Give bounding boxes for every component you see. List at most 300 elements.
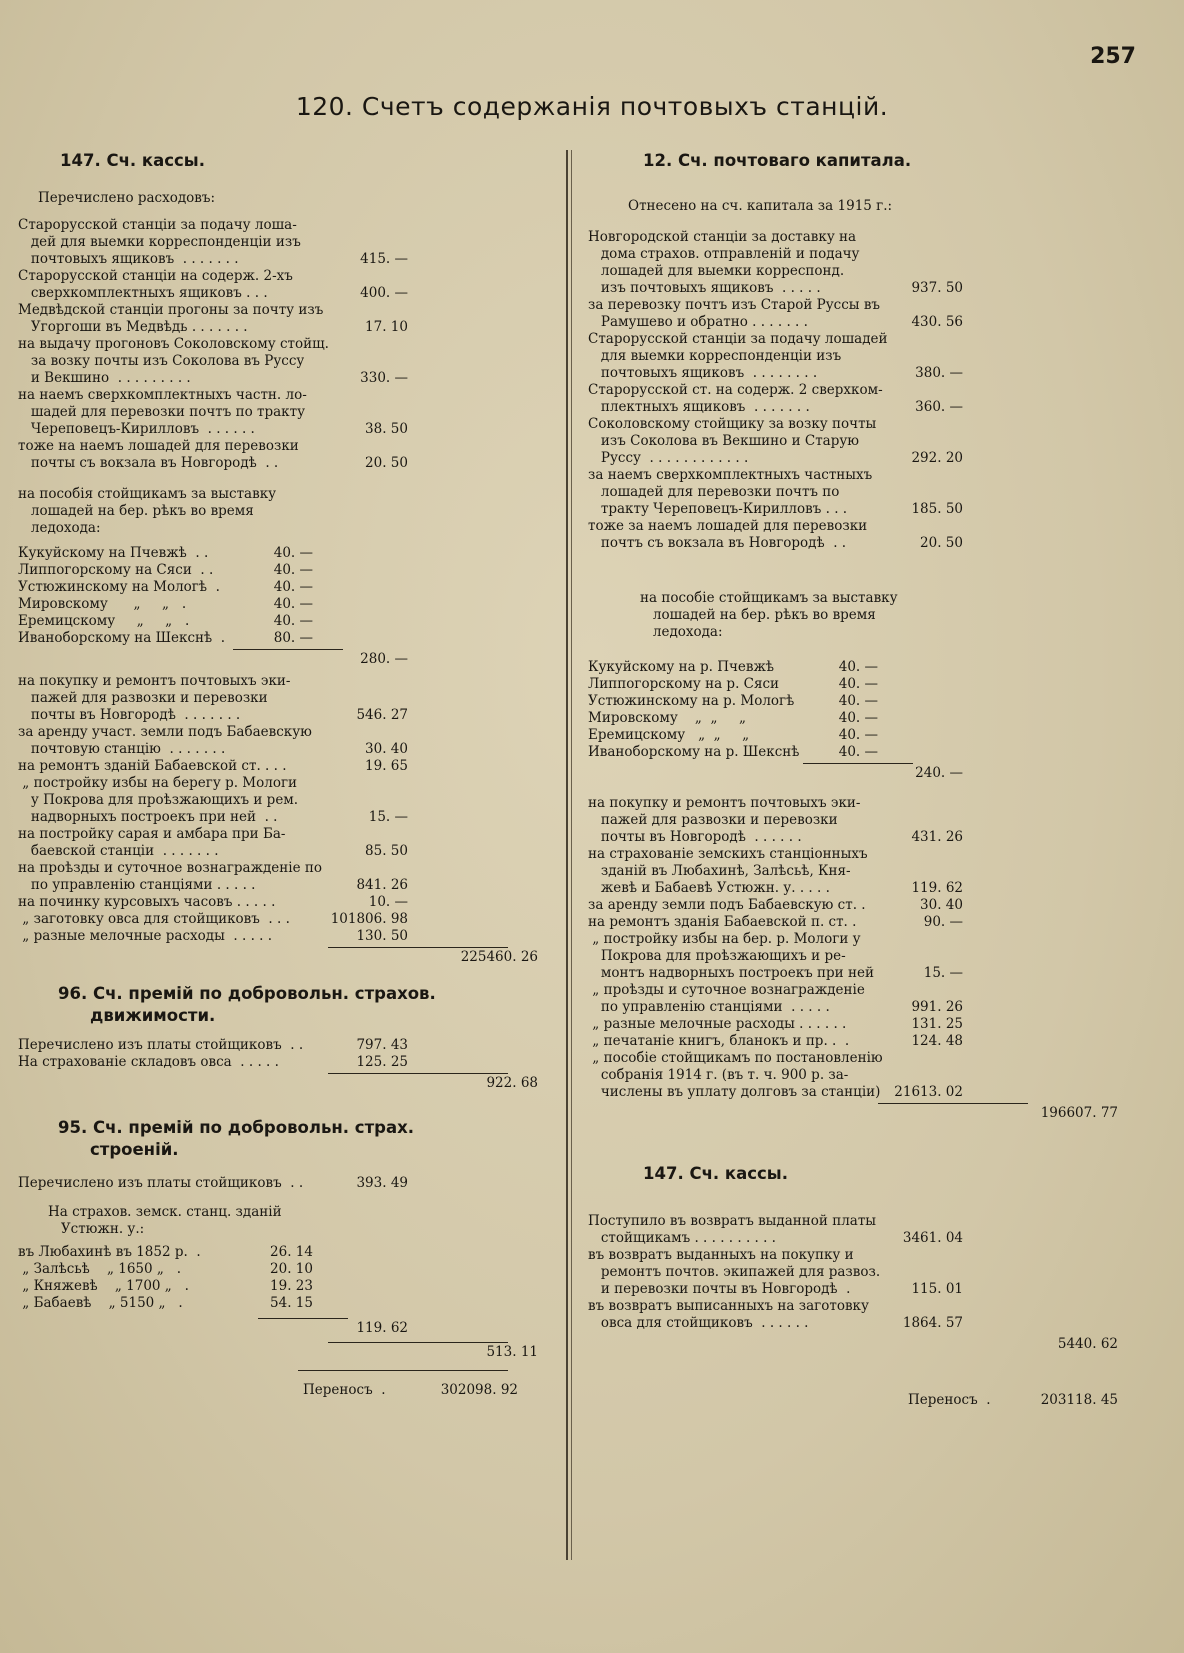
ledger-row-text: сверхкомплектныхъ ящиковъ . . . (18, 285, 268, 301)
ledger-row-amount: 937. 50 (911, 280, 963, 296)
section-total-rule (328, 1342, 508, 1343)
ledger-row (18, 353, 558, 370)
ledger-row (588, 948, 1168, 965)
sub-row-amount: 40. — (838, 710, 878, 726)
ledger-row (18, 860, 558, 877)
sub-row (18, 1295, 558, 1312)
ledger-row (588, 1016, 1168, 1033)
ledger-row (18, 758, 558, 775)
ledger-row (18, 1037, 558, 1054)
ledger-row (588, 1050, 1168, 1067)
spacer (588, 1354, 1168, 1392)
sub-row-text: „ Бабаевѣ „ 5150 „ . (18, 1295, 183, 1311)
ledger-note: ледохода: (18, 520, 101, 536)
sub-row-text: „ Залѣсьѣ „ 1650 „ . (18, 1261, 182, 1277)
ledger-row (588, 1033, 1168, 1050)
ledger-row (588, 914, 1168, 931)
section-total-wrap (18, 1071, 558, 1093)
ledger-row (588, 518, 1168, 535)
section-total-wrap (588, 1101, 1168, 1123)
ledger-row (588, 863, 1168, 880)
ledger-row-text: Рамушево и обратно . . . . . . . (588, 314, 808, 330)
ledger-row (18, 690, 558, 707)
column-divider (566, 150, 568, 1560)
ledger-note: Устюжн. у.: (48, 1221, 145, 1237)
section-heading: строеній. (90, 1140, 179, 1159)
spacer (18, 537, 558, 545)
sub-row-amount: 40. — (838, 693, 878, 709)
sub-row-amount: 80. — (273, 630, 313, 646)
ledger-row-amount: 125. 25 (356, 1054, 408, 1070)
ledger-row-text: числены въ уплату долговъ за станціи) (588, 1084, 881, 1100)
ledger-row-text: собранія 1914 г. (въ т. ч. 900 р. за- (588, 1067, 849, 1083)
ledger-row-amount: 330. — (360, 370, 408, 386)
ledger-row (588, 467, 1168, 484)
ledger-row-amount: 101806. 98 (330, 911, 408, 927)
spacer (18, 207, 558, 217)
sub-row (18, 1278, 558, 1295)
sub-row-amount: 54. 15 (270, 1295, 313, 1311)
ledger-row-amount: 10. — (368, 894, 408, 910)
ledger-row-text: для выемки корреспонденціи изъ (588, 348, 842, 364)
ledger-row-text: и Векшино . . . . . . . . . (18, 370, 191, 386)
ledger-row-text: изъ почтовыхъ ящиковъ . . . . . (588, 280, 821, 296)
page-title: 120. Счетъ содержанія почтовыхъ станцій. (295, 92, 889, 121)
ledger-row (588, 416, 1168, 433)
ledger-row-amount: 185. 50 (911, 501, 963, 517)
sub-row-text: Липпогорскому на Сяси . . (18, 562, 214, 578)
ledger-row (588, 1213, 1168, 1230)
left-column (18, 150, 558, 1400)
spacer (18, 1161, 558, 1175)
ledger-row-text: почтовыхъ ящиковъ . . . . . . . . (588, 365, 818, 381)
ledger-row-text: по управленію станціями . . . . . (18, 877, 256, 893)
section-heading-postal-capital: 12. Сч. почтоваго капитала. (643, 151, 912, 170)
ledger-row-text: на наемъ сверхкомплектныхъ частн. ло- (18, 387, 307, 403)
sub-row-text: „ Княжевѣ „ 1700 „ . (18, 1278, 189, 1294)
spacer (18, 1362, 558, 1370)
ledger-row-amount: 20. 50 (365, 455, 408, 471)
ledger-row (588, 331, 1168, 348)
sub-row (18, 596, 558, 613)
spacer (588, 552, 1168, 590)
ledger-row (18, 336, 558, 353)
section-total-rule (328, 947, 508, 948)
ledger-row-text: Старорусской станціи за подачу лоша- (18, 217, 297, 233)
carry-rule (298, 1370, 508, 1371)
ledger-row-amount: 17. 10 (365, 319, 408, 335)
sub-row-text: Устюжинскому на р. Мологѣ (588, 693, 795, 709)
ledger-row (588, 348, 1168, 365)
ledger-row (588, 999, 1168, 1016)
ledger-row-text: плектныхъ ящиковъ . . . . . . . (588, 399, 810, 415)
ledger-row-text: за аренду участ. земли подъ Бабаевскую (18, 724, 312, 740)
ledger-row-amount: 30. 40 (365, 741, 408, 757)
sub-total-rule (803, 763, 913, 764)
ledger-note: лошадей на бер. рѣкъ во время (18, 503, 254, 519)
section-total-wrap (588, 1332, 1168, 1354)
ledger-row (588, 314, 1168, 331)
ledger-row-text: почты съ вокзала въ Новгородѣ . . (18, 455, 279, 471)
ledger-row (588, 280, 1168, 297)
ledger-row-text: „ постройку избы на бер. р. Мологи у (588, 931, 861, 947)
ledger-row-text: Соколовскому стойщику за возку почты (588, 416, 877, 432)
ledger-row-text: на починку курсовыхъ часовъ . . . . . (18, 894, 276, 910)
spacer (588, 1185, 1168, 1213)
ledger-note: на пособія стойщикамъ за выставку (18, 486, 277, 502)
ledger-row-amount: 415. — (360, 251, 408, 267)
ledger-row (588, 450, 1168, 467)
ledger-row-amount: 431. 26 (911, 829, 963, 845)
section-heading-cash: 147. Сч. кассы. (643, 1164, 788, 1183)
ledger-row-amount: 292. 20 (911, 450, 963, 466)
ledger-row (588, 399, 1168, 416)
carry-wrap (588, 1392, 1168, 1422)
sub-row (588, 676, 1168, 693)
sub-row (588, 693, 1168, 710)
sub-row-text: Кукуйскому на р. Пчевжѣ (588, 659, 775, 675)
sub-total-wrap (18, 1316, 558, 1338)
ledger-row-text: на постройку сарая и амбара при Ба- (18, 826, 286, 842)
ledger-row-text: въ возвратъ выданныхъ на покупку и (588, 1247, 854, 1263)
ledger-row-text: почты въ Новгородѣ . . . . . . . (18, 707, 241, 723)
ledger-row-text: за наемъ сверхкомплектныхъ частныхъ (588, 467, 873, 483)
ledger-row-text: на ремонтъ зданія Бабаевской п. ст. . (588, 914, 857, 930)
ledger-row-text: за возку почты изъ Соколова въ Руссу (18, 353, 305, 369)
sub-row (18, 630, 558, 647)
ledger-row (18, 421, 558, 438)
ledger-row-text: лошадей для выемки корреспонд. (588, 263, 845, 279)
ledger-row (18, 792, 558, 809)
ledger-row-text: Старорусской станціи на содерж. 2-хъ (18, 268, 293, 284)
sub-total-wrap (18, 647, 558, 669)
ledger-row-text: у Покрова для проѣзжающихъ и рем. (18, 792, 299, 808)
section-heading: 95. Сч. премій по добровольн. страх. (58, 1118, 414, 1137)
ledger-row-amount: 797. 43 (356, 1037, 408, 1053)
ledger-row-text: зданій въ Любахинѣ, Залѣсьѣ, Кня- (588, 863, 851, 879)
ledger-row (18, 251, 558, 268)
ledger-row-amount: 1864. 57 (902, 1315, 963, 1331)
ledger-row-text: ремонтъ почтов. экипажей для развоз. (588, 1264, 881, 1280)
spacer (588, 1123, 1168, 1163)
ledger-row-text: изъ Соколова въ Векшино и Старую (588, 433, 860, 449)
ledger-row-text: стойщикамъ . . . . . . . . . . (588, 1230, 776, 1246)
ledger-row (588, 982, 1168, 999)
ledger-row-text: Покрова для проѣзжающихъ и ре- (588, 948, 846, 964)
sub-row-amount: 19. 23 (270, 1278, 313, 1294)
ledger-row-text: за перевозку почтъ изъ Старой Руссы въ (588, 297, 881, 313)
sub-row-text: Мировскому „ „ „ (588, 710, 746, 726)
sub-row-text: въ Любахинѣ въ 1852 р. . (18, 1244, 201, 1260)
ledger-row (588, 1230, 1168, 1247)
ledger-note: ледохода: (640, 624, 723, 640)
ledger-row (18, 302, 558, 319)
ledger-row-text: и перевозки почты въ Новгородѣ . (588, 1281, 851, 1297)
ledger-row-text: „ постройку избы на берегу р. Мологи (18, 775, 298, 791)
sub-row-amount: 20. 10 (270, 1261, 313, 1277)
ledger-row (588, 931, 1168, 948)
ledger-row-text: въ возвратъ выписанныхъ на заготовку (588, 1298, 869, 1314)
section-subheading: Перечислено расходовъ: (38, 190, 216, 206)
section-total: 225460. 26 (460, 949, 538, 965)
ledger-row (18, 285, 558, 302)
ledger-row (588, 501, 1168, 518)
ledger-row-text: баевской станціи . . . . . . . (18, 843, 219, 859)
ledger-row-text: овса для стойщиковъ . . . . . . (588, 1315, 809, 1331)
section-total-wrap (18, 945, 558, 967)
ledger-row (18, 843, 558, 860)
ledger-row (18, 1054, 558, 1071)
ledger-row (18, 217, 558, 234)
ledger-row (588, 1067, 1168, 1084)
ledger-row (18, 387, 558, 404)
spacer (18, 472, 558, 486)
ledger-row-text: пажей для развозки и перевозки (18, 690, 268, 706)
ledger-row-text: Перечислено изъ платы стойщиковъ . . (18, 1175, 304, 1191)
ledger-row-amount: 380. — (915, 365, 963, 381)
sub-total-rule (233, 649, 343, 650)
sub-row-text: Мировскому „ „ . (18, 596, 187, 612)
ledger-row-text: „ разные мелочные расходы . . . . . (18, 928, 273, 944)
ledger-row (588, 1315, 1168, 1332)
section-total: 196607. 77 (1040, 1105, 1118, 1121)
ledger-note: лошадей на бер. рѣкъ во время (640, 607, 876, 623)
ledger-row (18, 404, 558, 421)
ledger-row (588, 535, 1168, 552)
sub-row-amount: 26. 14 (270, 1244, 313, 1260)
section-total: 922. 68 (486, 1075, 538, 1091)
ledger-row-amount: 546. 27 (356, 707, 408, 723)
sub-row (18, 579, 558, 596)
ledger-row (588, 829, 1168, 846)
ledger-row (18, 319, 558, 336)
ledger-row-amount: 38. 50 (365, 421, 408, 437)
ledger-row (588, 484, 1168, 501)
ledger-row-text: Медвѣдской станціи прогоны за почту изъ (18, 302, 324, 318)
carry-value: 203118. 45 (1040, 1392, 1118, 1408)
sub-row (18, 545, 558, 562)
ledger-row-text: на проѣзды и суточное вознагражденіе по (18, 860, 323, 876)
ledger-row-text: Старорусской станціи за подачу лошадей (588, 331, 888, 347)
ledger-row-amount: 15. — (368, 809, 408, 825)
ledger-note: на пособіе стойщикамъ за выставку (640, 590, 898, 606)
carry-label: Переносъ . (908, 1392, 991, 1408)
ledger-row-amount: 131. 25 (911, 1016, 963, 1032)
ledger-row (18, 707, 558, 724)
sub-row (18, 613, 558, 630)
ledger-row-text: почтовую станцію . . . . . . . (18, 741, 226, 757)
ledger-row (18, 877, 558, 894)
ledger-row-text: тоже за наемъ лошадей для перевозки (588, 518, 868, 534)
sub-row-amount: 40. — (273, 545, 313, 561)
spacer (588, 172, 1168, 198)
ledger-row-text: надворныхъ построекъ при ней . . (18, 809, 278, 825)
ledger-row-text: на ремонтъ зданій Бабаевской ст. . . . (18, 758, 287, 774)
ledger-row-text: Перечислено изъ платы стойщиковъ . . (18, 1037, 304, 1053)
ledger-row-amount: 360. — (915, 399, 963, 415)
right-column (588, 150, 1168, 1422)
ledger-row-amount: 21613. 02 (894, 1084, 963, 1100)
section-total-rule (878, 1103, 1028, 1104)
ledger-row (18, 455, 558, 472)
sub-row (18, 562, 558, 579)
ledger-row (588, 795, 1168, 812)
ledger-row (18, 826, 558, 843)
ledger-row (588, 1247, 1168, 1264)
ledger-row (588, 297, 1168, 314)
ledger-row-text: дома страхов. отправленій и подачу (588, 246, 860, 262)
ledger-row-text: Руссу . . . . . . . . . . . . (588, 450, 749, 466)
ledger-row-text: жевѣ и Бабаевѣ Устюжн. у. . . . . (588, 880, 830, 896)
ledger-row-text: на выдачу прогоновъ Соколовскому стойщ. (18, 336, 329, 352)
section-total-rule (328, 1073, 508, 1074)
ledger-row (588, 365, 1168, 382)
ledger-row (18, 775, 558, 792)
ledger-row-text: Поступило въ возвратъ выданной платы (588, 1213, 877, 1229)
sub-row-amount: 40. — (273, 613, 313, 629)
ledger-row-text: „ разные мелочные расходы . . . . . . (588, 1016, 847, 1032)
ledger-row (18, 1175, 558, 1192)
ledger-row (588, 1084, 1168, 1101)
ledger-row-amount: 20. 50 (920, 535, 963, 551)
column-divider-inner (571, 150, 572, 1560)
sub-row-text: Иваноборскому на Шекснѣ . (18, 630, 226, 646)
sub-row-amount: 40. — (838, 676, 878, 692)
spacer (588, 215, 1168, 229)
ledger-row-amount: 119. 62 (911, 880, 963, 896)
ledger-row-text: на страхованіе земскихъ станціонныхъ (588, 846, 868, 862)
ledger-row (18, 894, 558, 911)
ledger-row (18, 234, 558, 251)
ledger-row-text: за аренду земли подъ Бабаевскую ст. . (588, 897, 866, 913)
ledger-row-text: „ проѣзды и суточное вознагражденіе (588, 982, 865, 998)
sub-total-wrap (588, 761, 1168, 783)
ledger-row (588, 846, 1168, 863)
ledger-row-text: Новгородской станціи за доставку на (588, 229, 857, 245)
ledger-row-amount: 115. 01 (911, 1281, 963, 1297)
ledger-row (18, 673, 558, 690)
ledger-row-amount: 400. — (360, 285, 408, 301)
section-heading: 96. Сч. премій по добровольн. страхов. (58, 984, 436, 1003)
ledger-row (588, 229, 1168, 246)
sub-row-text: Устюжинскому на Мологѣ . (18, 579, 220, 595)
carry-value: 302098. 92 (440, 1382, 518, 1398)
sub-row (588, 710, 1168, 727)
section-heading-cash: 147. Сч. кассы. (60, 151, 205, 170)
ledger-row-text: почтовыхъ ящиковъ . . . . . . . (18, 251, 239, 267)
spacer (588, 641, 1168, 659)
ledger-row-text: Старорусской ст. на содерж. 2 сверхком- (588, 382, 883, 398)
sub-row-text: Еремицскому „ „ „ (588, 727, 750, 743)
sub-row (588, 744, 1168, 761)
spacer (588, 783, 1168, 795)
ledger-row-text: дей для выемки корреспонденціи изъ (18, 234, 301, 250)
ledger-row-text: Угоргоши въ Медвѣдь . . . . . . . (18, 319, 248, 335)
ledger-row (588, 812, 1168, 829)
sub-row-text: Липпогорскому на р. Сяси (588, 676, 780, 692)
ledger-row (18, 809, 558, 826)
ledger-row (588, 263, 1168, 280)
sub-row (18, 1244, 558, 1261)
carry-label: Переносъ . (303, 1382, 386, 1398)
ledger-row (588, 433, 1168, 450)
ledger-row (18, 438, 558, 455)
ledger-row-text: лошадей для перевозки почтъ по (588, 484, 840, 500)
sub-row-text: Кукуйскому на Пчевжѣ . . (18, 545, 209, 561)
sub-row (588, 727, 1168, 744)
ledger-row-text: монтъ надворныхъ построекъ при ней (588, 965, 874, 981)
ledger-row-text: на покупку и ремонтъ почтовыхъ эки- (588, 795, 861, 811)
sub-total: 240. — (915, 765, 963, 781)
ledger-row-text: Череповецъ-Кирилловъ . . . . . . (18, 421, 255, 437)
ledger-row-amount: 90. — (923, 914, 963, 930)
ledger-row-amount: 393. 49 (356, 1175, 408, 1191)
sub-row (18, 1261, 558, 1278)
page-number: 257 (1090, 44, 1136, 69)
sub-row-text: Еремицскому „ „ . (18, 613, 190, 629)
sub-row-text: Иваноборскому на р. Шекснѣ (588, 744, 800, 760)
ledger-row-text: „ заготовку овса для стойщиковъ . . . (18, 911, 290, 927)
ledger-row-amount: 124. 48 (911, 1033, 963, 1049)
ledger-row-amount: 130. 50 (356, 928, 408, 944)
ledger-row (588, 1298, 1168, 1315)
ledger-row (18, 268, 558, 285)
ledger-row-amount: 430. 56 (911, 314, 963, 330)
ledger-row (18, 370, 558, 387)
carry-wrap (18, 1370, 558, 1400)
ledger-note: На страхов. земск. станц. зданій (48, 1204, 282, 1220)
sub-row-amount: 40. — (838, 744, 878, 760)
section-heading: движимости. (90, 1006, 216, 1025)
section-total-wrap (18, 1340, 558, 1362)
spacer (18, 1192, 558, 1204)
ledger-row (588, 880, 1168, 897)
sub-total: 119. 62 (356, 1320, 408, 1336)
ledger-row (588, 246, 1168, 263)
ledger-row (588, 897, 1168, 914)
ledger-row (588, 1264, 1168, 1281)
section-subheading: Отнесено на сч. капитала за 1915 г.: (628, 198, 893, 214)
ledger-row-amount: 85. 50 (365, 843, 408, 859)
ledger-row (588, 382, 1168, 399)
spacer (18, 967, 558, 983)
ledger-row (588, 965, 1168, 982)
spacer (18, 1093, 558, 1117)
ledger-row-text: „ печатаніе книгъ, бланокъ и пр. . . (588, 1033, 850, 1049)
ledger-row-text: на покупку и ремонтъ почтовыхъ эки- (18, 673, 291, 689)
sub-row-amount: 40. — (273, 562, 313, 578)
ledger-row-text: На страхованіе складовъ овса . . . . . (18, 1054, 279, 1070)
sub-row-amount: 40. — (273, 579, 313, 595)
ledger-row-amount: 3461. 04 (902, 1230, 963, 1246)
ledger-row (18, 741, 558, 758)
spacer (18, 1027, 558, 1037)
sub-row-amount: 40. — (838, 727, 878, 743)
ledger-row-amount: 841. 26 (356, 877, 408, 893)
ledger-row-text: „ пособіе стойщикамъ по постановленію (588, 1050, 883, 1066)
ledger-row-text: почтъ съ вокзала въ Новгородѣ . . (588, 535, 847, 551)
spacer (18, 172, 558, 190)
sub-row (588, 659, 1168, 676)
ledger-row (18, 911, 558, 928)
ledger-row-text: почты въ Новгородѣ . . . . . . (588, 829, 802, 845)
ledger-row-text: по управленію станціями . . . . . (588, 999, 830, 1015)
ledger-row-text: пажей для развозки и перевозки (588, 812, 838, 828)
sub-total: 280. — (360, 651, 408, 667)
section-total: 5440. 62 (1057, 1336, 1118, 1352)
sub-row-amount: 40. — (273, 596, 313, 612)
ledger-row-amount: 30. 40 (920, 897, 963, 913)
